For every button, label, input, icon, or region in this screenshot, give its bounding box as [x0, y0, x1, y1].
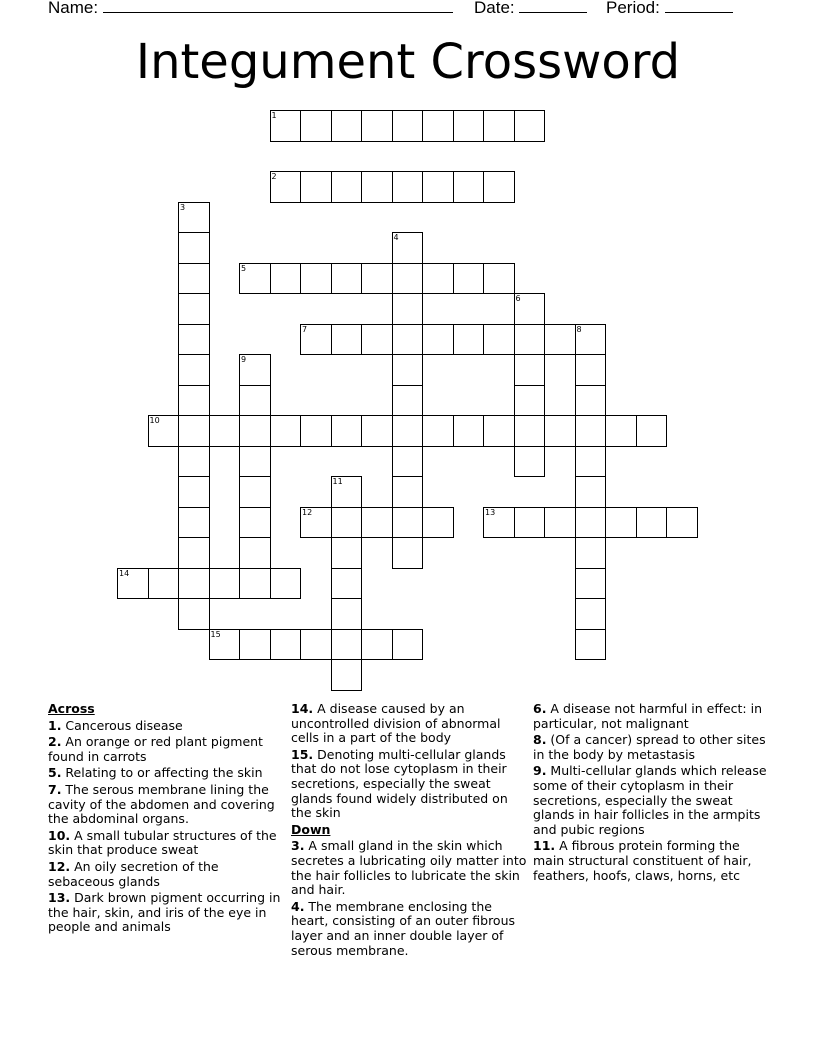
grid-cell[interactable]: [514, 324, 546, 356]
grid-cell[interactable]: [392, 507, 424, 539]
clue-item-text: An oily secretion of the sebaceous glands: [48, 858, 219, 889]
grid-cell[interactable]: [575, 537, 607, 569]
down-heading: Down: [291, 821, 331, 837]
clue-item-number: 15.: [291, 746, 314, 762]
clues-column-1: [48, 702, 284, 937]
grid-cell[interactable]: [392, 537, 424, 569]
grid-cell[interactable]: [575, 446, 607, 478]
clue-item-number: 5.: [48, 765, 62, 781]
date-label: Date:: [474, 0, 515, 17]
grid-cell[interactable]: [666, 507, 698, 539]
clue-number: 13: [485, 507, 496, 517]
grid-cell[interactable]: [392, 263, 424, 295]
grid-cell[interactable]: [544, 324, 576, 356]
clue-item: [533, 733, 769, 762]
clue-number: 6: [515, 294, 521, 303]
grid-cell[interactable]: [178, 232, 210, 264]
grid-cell[interactable]: [575, 354, 607, 386]
grid-cell[interactable]: [209, 568, 241, 600]
clue-item-text: Dark brown pigment occurring in the hair, skin, and iris of the eye in people and animals: [48, 890, 281, 935]
grid-cell[interactable]: [544, 507, 576, 539]
grid-cell[interactable]: [392, 446, 424, 478]
grid-cell[interactable]: [239, 446, 271, 478]
grid-cell[interactable]: [514, 507, 546, 539]
grid-cell[interactable]: [270, 568, 302, 600]
grid-cell[interactable]: [300, 324, 332, 356]
grid-cell[interactable]: [209, 415, 241, 447]
grid-cell[interactable]: [117, 568, 149, 600]
clue-item-number: 12.: [48, 858, 71, 874]
grid-cell[interactable]: [636, 507, 668, 539]
clue-item-number: 2.: [48, 734, 62, 750]
clue-item-text: An orange or red plant pigment found in carrots: [48, 734, 263, 764]
grid-cell[interactable]: [331, 598, 363, 630]
clue-item: [291, 748, 527, 821]
grid-cell[interactable]: [300, 263, 332, 295]
grid-cell[interactable]: [514, 415, 546, 447]
grid-cell[interactable]: [575, 476, 607, 508]
grid-cell[interactable]: [239, 629, 271, 661]
clue-item-number: 14.: [291, 701, 314, 716]
grid-cell[interactable]: [331, 415, 363, 447]
grid-cell[interactable]: [300, 171, 332, 203]
grid-cell[interactable]: [514, 293, 546, 325]
grid-cell[interactable]: [422, 171, 454, 203]
clue-item-text: A disease caused by an uncontrolled division of abnormal cells in a part of the body: [291, 701, 501, 746]
grid-cell[interactable]: [331, 476, 363, 508]
clue-number: 7: [302, 324, 308, 334]
grid-cell[interactable]: [178, 293, 210, 325]
clue-item-number: 3.: [291, 838, 305, 854]
grid-cell[interactable]: [361, 263, 393, 295]
grid-cell[interactable]: [300, 110, 332, 142]
clue-item: [48, 829, 284, 858]
grid-cell[interactable]: [239, 385, 271, 417]
across-heading: Across: [48, 701, 95, 716]
grid-cell[interactable]: [331, 171, 363, 203]
clue-number: 9: [241, 355, 247, 364]
clue-item-number: 10.: [48, 827, 71, 843]
clue-item-text: Denoting multi-cellular glands that do not lose cytoplasm in their secretions, especially the sweat glands found widely distributed on the skin: [291, 746, 508, 821]
across-clue-list-continued: [291, 702, 527, 821]
clue-item-number: 7.: [48, 781, 62, 797]
grid-cell[interactable]: [514, 385, 546, 417]
grid-cell[interactable]: [239, 507, 271, 539]
grid-cell[interactable]: [331, 324, 363, 356]
grid-cell[interactable]: [300, 507, 332, 539]
clue-number: 14: [119, 568, 130, 578]
grid-cell[interactable]: [483, 263, 515, 295]
clue-item: [291, 839, 527, 897]
clue-item: [48, 719, 284, 734]
across-clue-list: [48, 719, 284, 935]
grid-cell[interactable]: [178, 324, 210, 356]
grid-cell[interactable]: [575, 324, 607, 356]
grid-cell[interactable]: [575, 568, 607, 600]
clue-number: 15: [210, 629, 221, 639]
grid-cell[interactable]: [514, 354, 546, 386]
clue-number: 8: [576, 324, 582, 334]
clue-item: [48, 783, 284, 827]
grid-cell[interactable]: [392, 476, 424, 508]
grid-cell[interactable]: [453, 171, 485, 203]
clue-number: 11: [332, 477, 343, 486]
grid-cell[interactable]: [575, 507, 607, 539]
clue-number: 1: [271, 111, 277, 120]
clue-item-text: A small tubular structures of the skin that produce sweat: [48, 827, 277, 858]
clue-item-number: 4.: [291, 898, 305, 914]
name-label: Name:: [48, 0, 99, 17]
clue-item-text: (Of a cancer) spread to other sites in the body by metastasis: [533, 732, 766, 762]
clue-item-text: The serous membrane lining the cavity of the abdomen and covering the abdominal organs.: [48, 781, 275, 827]
grid-cell[interactable]: [270, 110, 302, 142]
clue-item-text: A small gland in the skin which secretes a lubricating oily matter into the hair follicles to lubricate the skin and hair.: [291, 838, 527, 898]
grid-cell[interactable]: [239, 476, 271, 508]
grid-cell[interactable]: [514, 446, 546, 478]
grid-cell[interactable]: [575, 415, 607, 447]
grid-cell[interactable]: [361, 324, 393, 356]
clue-number: 5: [241, 263, 247, 273]
grid-cell[interactable]: [178, 537, 210, 569]
clue-number: 10: [149, 416, 160, 425]
clue-item-number: 11.: [533, 838, 556, 854]
clue-item-text: Relating to or affecting the skin: [61, 765, 263, 781]
grid-cell[interactable]: [392, 293, 424, 325]
grid-cell[interactable]: [392, 629, 424, 661]
grid-cell[interactable]: [636, 415, 668, 447]
grid-cell[interactable]: [331, 110, 363, 142]
clue-number: 12: [302, 507, 313, 517]
grid-cell[interactable]: [361, 110, 393, 142]
grid-cell[interactable]: [331, 568, 363, 600]
clue-item-text: A disease not harmful in effect: in particular, not malignant: [533, 701, 763, 731]
down-clue-list: [291, 839, 527, 958]
clue-item-number: 1.: [48, 717, 62, 733]
grid-cell[interactable]: [605, 507, 637, 539]
grid-cell[interactable]: [270, 171, 302, 203]
grid-cell[interactable]: [422, 324, 454, 356]
grid-cell[interactable]: [331, 659, 363, 691]
clue-item: [48, 735, 284, 764]
grid-cell[interactable]: [270, 629, 302, 661]
clue-item: [533, 764, 769, 837]
clue-item: [533, 702, 769, 731]
clues-column-3: [533, 702, 769, 885]
clues-column-2: [291, 702, 527, 960]
grid-cell[interactable]: [422, 263, 454, 295]
grid-cell[interactable]: [178, 202, 210, 234]
grid-cell[interactable]: [422, 110, 454, 142]
grid-cell[interactable]: [453, 324, 485, 356]
grid-cell[interactable]: [483, 507, 515, 539]
grid-cell[interactable]: [483, 110, 515, 142]
grid-cell[interactable]: [392, 354, 424, 386]
clue-item-number: 6.: [533, 701, 547, 716]
grid-cell[interactable]: [209, 629, 241, 661]
grid-cell[interactable]: [483, 171, 515, 203]
clue-item: [48, 860, 284, 889]
grid-cell[interactable]: [392, 110, 424, 142]
clue-item-number: 13.: [48, 890, 71, 906]
grid-cell[interactable]: [239, 354, 271, 386]
grid-cell[interactable]: [178, 415, 210, 447]
clue-number: 4: [393, 233, 399, 242]
down-clue-list-continued: [533, 702, 769, 883]
clue-item: [48, 891, 284, 935]
grid-cell[interactable]: [392, 171, 424, 203]
grid-cell[interactable]: [331, 629, 363, 661]
page-title: Integument Crossword: [135, 34, 681, 90]
grid-cell[interactable]: [270, 263, 302, 295]
grid-cell[interactable]: [148, 568, 180, 600]
clue-item-text: Cancerous disease: [61, 717, 183, 733]
clue-item: [291, 702, 527, 746]
grid-cell[interactable]: [483, 415, 515, 447]
grid-cell[interactable]: [300, 415, 332, 447]
grid-cell[interactable]: [392, 324, 424, 356]
grid-cell[interactable]: [453, 110, 485, 142]
grid-cell[interactable]: [331, 537, 363, 569]
grid-cell[interactable]: [392, 232, 424, 264]
grid-cell[interactable]: [361, 415, 393, 447]
grid-cell[interactable]: [544, 415, 576, 447]
grid-cell[interactable]: [148, 415, 180, 447]
clue-item-text: Multi-cellular glands which release some of their cytoplasm in their secretions, especially the sweat glands in hair follicles in the armpits and pubic regions: [533, 763, 767, 837]
grid-cell[interactable]: [239, 537, 271, 569]
grid-cell[interactable]: [575, 385, 607, 417]
grid-cell[interactable]: [331, 263, 363, 295]
grid-cell[interactable]: [483, 324, 515, 356]
grid-cell[interactable]: [178, 446, 210, 478]
grid-cell[interactable]: [178, 263, 210, 295]
clue-item-number: 9.: [533, 763, 547, 779]
grid-cell[interactable]: [453, 415, 485, 447]
grid-cell[interactable]: [392, 415, 424, 447]
grid-cell[interactable]: [239, 568, 271, 600]
grid-cell[interactable]: [422, 415, 454, 447]
grid-cell[interactable]: [514, 110, 546, 142]
clue-item: [533, 839, 769, 883]
grid-cell[interactable]: [300, 629, 332, 661]
grid-cell[interactable]: [178, 507, 210, 539]
clue-item-text: A fibrous protein forming the main structural constituent of hair, feathers, hoofs, claws, horns, etc: [533, 838, 752, 883]
clue-item: [291, 900, 527, 958]
grid-cell[interactable]: [331, 507, 363, 539]
grid-cell[interactable]: [575, 629, 607, 661]
grid-cell[interactable]: [422, 507, 454, 539]
clue-number: 3: [180, 202, 186, 212]
clue-item: [48, 766, 284, 781]
clue-item-number: 8.: [533, 732, 547, 748]
grid-cell[interactable]: [453, 263, 485, 295]
grid-cell[interactable]: [392, 385, 424, 417]
grid-cell[interactable]: [178, 354, 210, 386]
grid-cell[interactable]: [361, 629, 393, 661]
grid-cell[interactable]: [178, 568, 210, 600]
clue-item-text: The membrane enclosing the heart, consisting of an outer fibrous layer and an inner double layer of serous membrane.: [291, 898, 516, 958]
grid-cell[interactable]: [361, 507, 393, 539]
grid-cell[interactable]: [178, 598, 210, 630]
grid-cell[interactable]: [361, 171, 393, 203]
grid-cell[interactable]: [178, 476, 210, 508]
clue-number: 2: [271, 172, 277, 181]
grid-cell[interactable]: [178, 385, 210, 417]
grid-cell[interactable]: [270, 415, 302, 447]
grid-cell[interactable]: [239, 415, 271, 447]
grid-cell[interactable]: [575, 598, 607, 630]
grid-cell[interactable]: [605, 415, 637, 447]
grid-cell[interactable]: [239, 263, 271, 295]
period-label: Period:: [606, 0, 660, 17]
